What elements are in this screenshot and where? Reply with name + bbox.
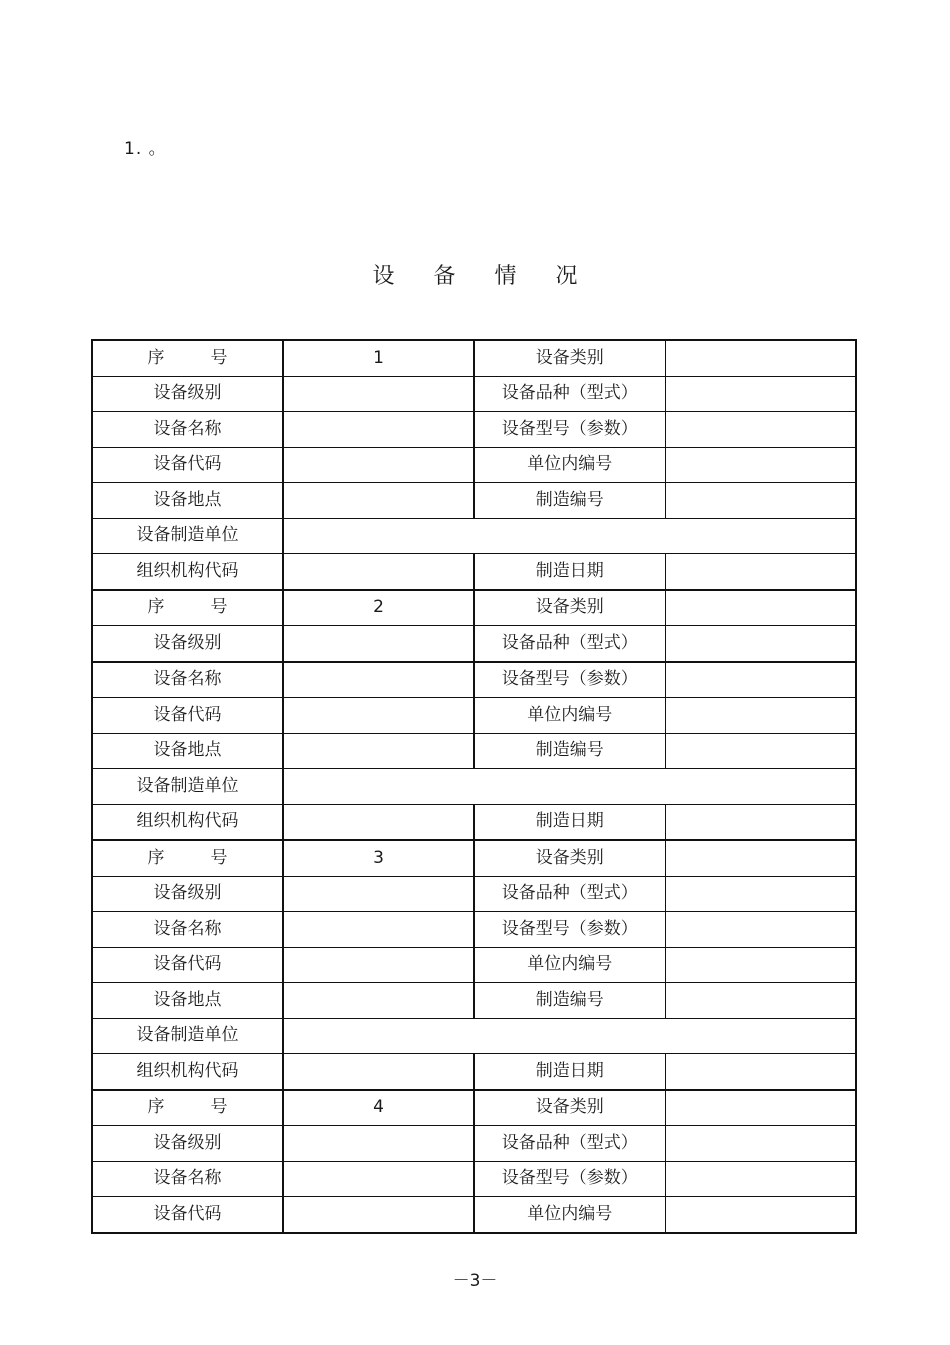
model-label: 设备型号（参数）: [474, 912, 665, 948]
table-row: [92, 1126, 856, 1162]
category-label: 设备类别: [474, 590, 665, 626]
equipment-table: [91, 339, 857, 1234]
location-value: [283, 733, 474, 769]
name-value: [283, 412, 474, 448]
category-value: [665, 340, 856, 376]
variety-value: [665, 376, 856, 412]
table-row: [92, 626, 856, 662]
category-value: [665, 590, 856, 626]
category-label: 设备类别: [474, 340, 665, 376]
name-label: 设备名称: [92, 1161, 283, 1197]
code-label: 设备代码: [92, 447, 283, 483]
table-row: [92, 376, 856, 412]
mfg-date-label: 制造日期: [474, 804, 665, 840]
table-row: [92, 662, 856, 698]
variety-label: 设备品种（型式）: [474, 876, 665, 912]
level-value: [283, 876, 474, 912]
variety-value: [665, 1126, 856, 1162]
code-value: [283, 698, 474, 734]
manufacturer-value: [283, 769, 856, 805]
name-label: 设备名称: [92, 912, 283, 948]
manufacturer-label: 设备制造单位: [92, 769, 283, 805]
model-value: [665, 412, 856, 448]
table-row: [92, 1018, 856, 1054]
category-value: [665, 840, 856, 876]
table-row: [92, 698, 856, 734]
name-label: 设备名称: [92, 412, 283, 448]
table-row: [92, 447, 856, 483]
internal-no-label: 单位内编号: [474, 447, 665, 483]
table-row: [92, 876, 856, 912]
category-value: [665, 1090, 856, 1126]
level-value: [283, 1126, 474, 1162]
variety-value: [665, 876, 856, 912]
level-label: 设备级别: [92, 1126, 283, 1162]
manufacturer-label: 设备制造单位: [92, 518, 283, 554]
table-row: [92, 1090, 856, 1126]
org-code-value: [283, 804, 474, 840]
location-value: [283, 983, 474, 1019]
level-value: [283, 626, 474, 662]
variety-value: [665, 626, 856, 662]
name-label: 设备名称: [92, 662, 283, 698]
table-row: [92, 947, 856, 983]
variety-label: 设备品种（型式）: [474, 626, 665, 662]
code-value: [283, 947, 474, 983]
table-row: [92, 590, 856, 626]
table-row: [92, 983, 856, 1019]
category-label: 设备类别: [474, 1090, 665, 1126]
seq-label: 序 号: [92, 590, 283, 626]
table-row: [92, 412, 856, 448]
name-value: [283, 912, 474, 948]
model-label: 设备型号（参数）: [474, 662, 665, 698]
internal-no-label: 单位内编号: [474, 1197, 665, 1233]
table-row: [92, 912, 856, 948]
seq-label: 序 号: [92, 1090, 283, 1126]
model-label: 设备型号（参数）: [474, 412, 665, 448]
mfg-no-label: 制造编号: [474, 983, 665, 1019]
mfg-date-label: 制造日期: [474, 554, 665, 590]
level-label: 设备级别: [92, 376, 283, 412]
org-code-label: 组织机构代码: [92, 1054, 283, 1090]
table-row: [92, 554, 856, 590]
page-title: 设 备 情 况: [372, 264, 594, 289]
mfg-date-value: [665, 1054, 856, 1090]
page-number: －3－: [452, 1271, 498, 1291]
note-line: 1. 。: [124, 139, 167, 159]
table-row: [92, 518, 856, 554]
mfg-no-value: [665, 983, 856, 1019]
table-row: [92, 340, 856, 376]
name-value: [283, 662, 474, 698]
model-label: 设备型号（参数）: [474, 1161, 665, 1197]
internal-no-label: 单位内编号: [474, 947, 665, 983]
mfg-date-label: 制造日期: [474, 1054, 665, 1090]
table-row: [92, 1161, 856, 1197]
seq-value: 4: [283, 1090, 474, 1126]
variety-label: 设备品种（型式）: [474, 376, 665, 412]
manufacturer-label: 设备制造单位: [92, 1018, 283, 1054]
org-code-value: [283, 554, 474, 590]
mfg-no-value: [665, 733, 856, 769]
mfg-date-value: [665, 804, 856, 840]
location-value: [283, 483, 474, 519]
seq-label: 序 号: [92, 840, 283, 876]
manufacturer-value: [283, 1018, 856, 1054]
name-value: [283, 1161, 474, 1197]
mfg-date-value: [665, 554, 856, 590]
table-row: [92, 1054, 856, 1090]
mfg-no-label: 制造编号: [474, 733, 665, 769]
code-value: [283, 447, 474, 483]
code-label: 设备代码: [92, 698, 283, 734]
mfg-no-value: [665, 483, 856, 519]
level-label: 设备级别: [92, 876, 283, 912]
category-label: 设备类别: [474, 840, 665, 876]
level-value: [283, 376, 474, 412]
location-label: 设备地点: [92, 483, 283, 519]
model-value: [665, 662, 856, 698]
seq-value: 2: [283, 590, 474, 626]
internal-no-label: 单位内编号: [474, 698, 665, 734]
table-row: [92, 804, 856, 840]
internal-no-value: [665, 947, 856, 983]
manufacturer-value: [283, 518, 856, 554]
code-label: 设备代码: [92, 1197, 283, 1233]
table-row: [92, 483, 856, 519]
mfg-no-label: 制造编号: [474, 483, 665, 519]
table-row: [92, 1197, 856, 1233]
model-value: [665, 912, 856, 948]
code-value: [283, 1197, 474, 1233]
code-label: 设备代码: [92, 947, 283, 983]
location-label: 设备地点: [92, 983, 283, 1019]
table-row: [92, 733, 856, 769]
seq-value: 3: [283, 840, 474, 876]
seq-value: 1: [283, 340, 474, 376]
table-row: [92, 769, 856, 805]
table-row: [92, 840, 856, 876]
model-value: [665, 1161, 856, 1197]
internal-no-value: [665, 1197, 856, 1233]
org-code-label: 组织机构代码: [92, 554, 283, 590]
location-label: 设备地点: [92, 733, 283, 769]
variety-label: 设备品种（型式）: [474, 1126, 665, 1162]
internal-no-value: [665, 698, 856, 734]
org-code-label: 组织机构代码: [92, 804, 283, 840]
internal-no-value: [665, 447, 856, 483]
level-label: 设备级别: [92, 626, 283, 662]
org-code-value: [283, 1054, 474, 1090]
seq-label: 序 号: [92, 340, 283, 376]
